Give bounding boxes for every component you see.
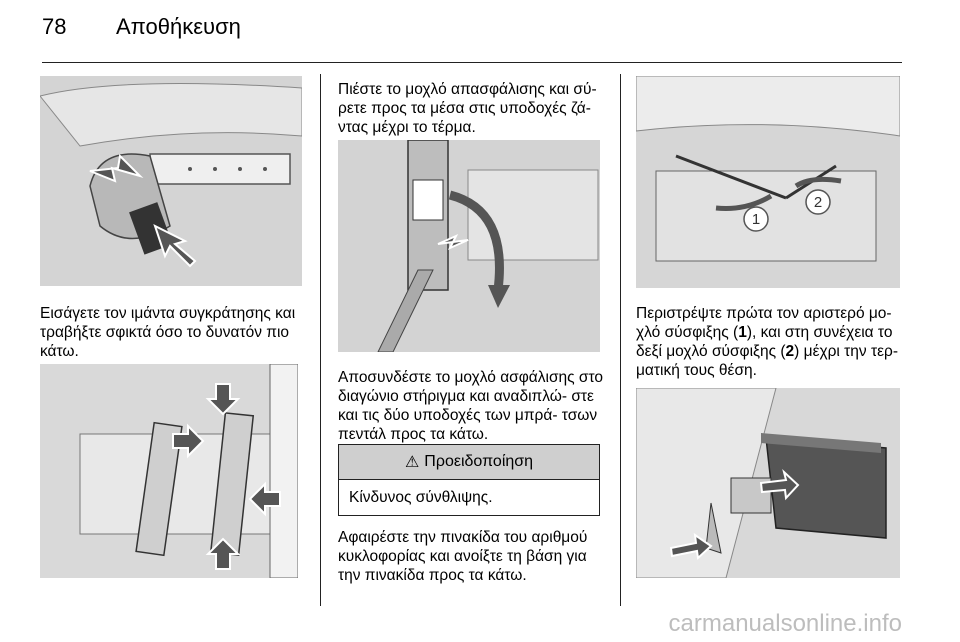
figure-plate-holder	[636, 388, 900, 578]
callout-1: 1	[751, 211, 761, 228]
header-rule	[42, 62, 902, 63]
watermark: carmanualsonline.info	[668, 610, 902, 637]
column-separator	[320, 74, 321, 606]
text-segment: ) μέχρι την τερ- ματική τους θέση.	[636, 343, 898, 379]
figure-strap-insert	[40, 76, 302, 286]
lever-number-1: 1	[738, 324, 747, 341]
instruction-text	[636, 304, 904, 380]
lever-number-2: 2	[785, 343, 795, 360]
figure-pedal-brackets	[40, 364, 298, 578]
warning-body: Κίνδυνος σύνθλιψης.	[349, 489, 493, 506]
warning-icon: ⚠	[404, 454, 420, 471]
page-title: Αποθήκευση	[116, 14, 241, 39]
warning-header	[339, 445, 599, 480]
column-separator	[620, 74, 621, 606]
instruction-text: Αποσυνδέστε το μοχλό ασφάλισης στο διαγώνιο στήριγμα και αναδιπλώ- στε και τις δύο υποδοχές των μπρά- τσων πεντάλ προς τα κάτω.	[338, 369, 603, 443]
page-header	[42, 14, 241, 40]
callout-2: 2	[813, 194, 823, 211]
instruction-text: Αφαιρέστε την πινακίδα του αριθμού κυκλοφορίας και ανοίξτε τη βάση για την πινακίδα προς τα κάτω.	[338, 529, 588, 584]
warning-title: Προειδοποίηση	[424, 453, 534, 470]
figure-clamp-levers	[636, 76, 900, 288]
text-segment: Περιστρέψτε πρώτα τον αριστερό μο- χλό σύσφιξης (	[636, 305, 892, 341]
figure-release-lever	[338, 140, 600, 352]
instruction-text: Εισάγετε τον ιμάντα συγκράτησης και τραβήξτε σφικτά όσο το δυνατόν πιο κάτω.	[40, 305, 296, 360]
warning-box	[338, 444, 600, 516]
instruction-text: Πιέστε το μοχλό απασφάλισης και σύ- ρετε προς τα μέσα στις υποδοχές ζά- ντας μέχρι το τέρμα.	[338, 81, 597, 136]
page-number: 78	[42, 14, 67, 39]
text-segment: ), και στη συνέχεια το δεξί μοχλό σύσφιξης (	[636, 324, 893, 360]
